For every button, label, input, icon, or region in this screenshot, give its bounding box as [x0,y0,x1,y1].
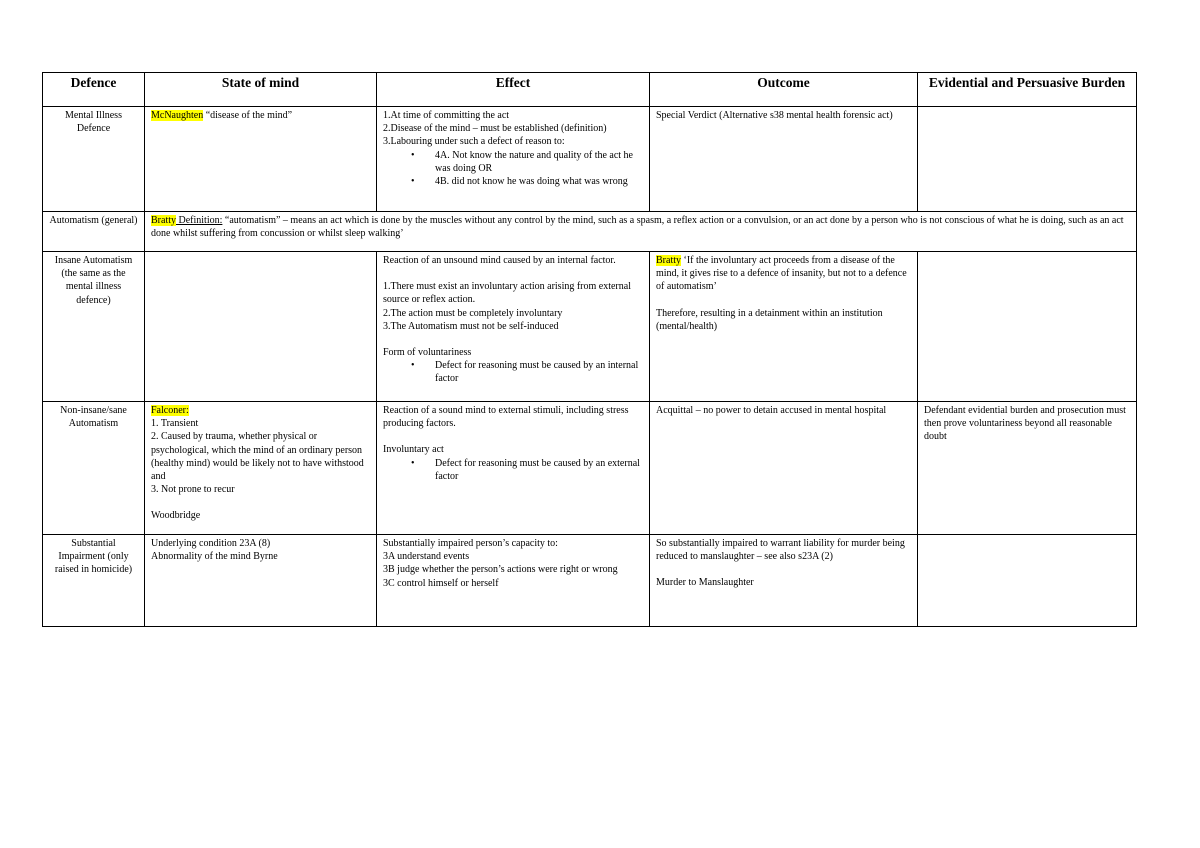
outcome-text-2: Murder to Manslaughter [656,577,754,589]
burden-substantial-impairment [918,535,1137,627]
automatism-definition [145,212,1137,252]
table-row [43,212,1137,252]
header-outcome: Outcome [650,73,918,107]
table-row [43,107,1137,212]
header-defence: Defence [43,73,145,107]
bullet-item: • Defect for reasoning must be caused by an internal factor [435,359,643,385]
state-line: 1. Transient [151,418,199,430]
table-row [43,402,1137,535]
effect-intro: Reaction of an unsound mind caused by an internal factor. [383,255,616,266]
case-name-falconer: Falconer: [151,405,189,416]
defence-mental-illness: Mental Illness Defence [43,107,145,212]
header-effect: Effect [377,73,650,107]
effect-line: 3A understand events [383,551,470,563]
header-state-of-mind: State of mind [145,73,377,107]
outcome-mental-illness: Special Verdict (Alternative s38 mental health forensic act) [650,107,918,212]
effect-line: Substantially impaired person’s capacity to: [383,538,558,549]
defences-table [42,72,1137,627]
outcome-insane-automatism [650,252,918,402]
effect-bullets [383,149,643,189]
effect-line: 3C control himself or herself [383,577,499,589]
defence-substantial-impairment: Substantial Impairment (only raised in homicide) [43,535,145,627]
bullet-item: • Defect for reasoning must be caused by an external factor [435,457,643,483]
definition-text: “automatism” – means an act which is done by the muscles without any control by the mind, such as a spasm, a reflex action or a convulsion, or an act done by a person who is not conscious of what he is doing, such as an act done whilst suffering from concussion or whilst sleep walking’ [151,215,1124,240]
outcome-text: So substantially impaired to warrant liability for murder being reduced to manslaughter – see also s23A (2) [656,538,905,563]
defence-insane-automatism: Insane Automatism (the same as the mental illness defence) [43,252,145,402]
state-sane-automatism [145,402,377,535]
effect-line: 3B judge whether the person’s actions were right or wrong [383,564,618,576]
table-row [43,535,1137,627]
defence-sane-automatism: Non-insane/sane Automatism [43,402,145,535]
state-line: 2. Caused by trauma, whether physical or psychological, which the mind of an ordinary person (healthy mind) would be likely not to have withstood and [151,431,364,483]
case-name-mcnaughten: McNaughten [151,110,204,121]
effect-line: 3.The Automatism must not be self-induced [383,320,559,332]
state-mental-illness [145,107,377,212]
outcome-quote: ‘If the involuntary act proceeds from a disease of the mind, it gives rise to a defence of insanity, but not to a defence of automatism’ [656,255,907,293]
case-name-bratty: Bratty [151,215,176,226]
effect-substantial-impairment [377,535,650,627]
case-name-woodbridge: Woodbridge [151,510,201,522]
effect-line: 3.Labouring under such a defect of reason to: [383,136,565,148]
header-burden: Evidential and Persuasive Burden [918,73,1137,107]
effect-line: 2.Disease of the mind – must be established (definition) [383,123,607,135]
header-row [43,73,1137,107]
bullet-item: • 4A. Not know the nature and quality of the act he was doing OR [435,149,643,175]
effect-bullets [383,359,643,385]
case-name-bratty: Bratty [656,255,681,266]
effect-intro: Reaction of a sound mind to external stimuli, including stress producing factors. [383,405,629,430]
burden-mental-illness [918,107,1137,212]
definition-label: Definition: [176,215,223,226]
state-substantial-impairment [145,535,377,627]
effect-sane-automatism [377,402,650,535]
state-text: “disease of the mind” [203,110,293,121]
effect-line: 2.The action must be completely involuntary [383,307,563,319]
burden-insane-automatism [918,252,1137,402]
state-line: Underlying condition 23A (8) [151,538,271,549]
state-line: 3. Not prone to recur [151,484,235,496]
effect-line: 1.At time of committing the act [383,110,510,121]
state-line: Abnormality of the mind Byrne [151,551,278,563]
effect-line: 1.There must exist an involuntary action arising from external source or reflex action. [383,281,631,306]
effect-bullets [383,457,643,483]
table-row [43,252,1137,402]
state-insane-automatism [145,252,377,402]
outcome-substantial-impairment [650,535,918,627]
outcome-sane-automatism: Acquittal – no power to detain accused in mental hospital [650,402,918,535]
effect-form: Form of voluntariness [383,347,472,359]
effect-insane-automatism [377,252,650,402]
burden-sane-automatism: Defendant evidential burden and prosecution must then prove voluntariness beyond all reasonable doubt [918,402,1137,535]
outcome-therefore: Therefore, resulting in a detainment within an institution (mental/health) [656,307,883,332]
defence-automatism-general: Automatism (general) [43,212,145,252]
effect-sub: Involuntary act [383,444,444,456]
bullet-item: • 4B. did not know he was doing what was wrong [435,175,643,188]
effect-mental-illness [377,107,650,212]
